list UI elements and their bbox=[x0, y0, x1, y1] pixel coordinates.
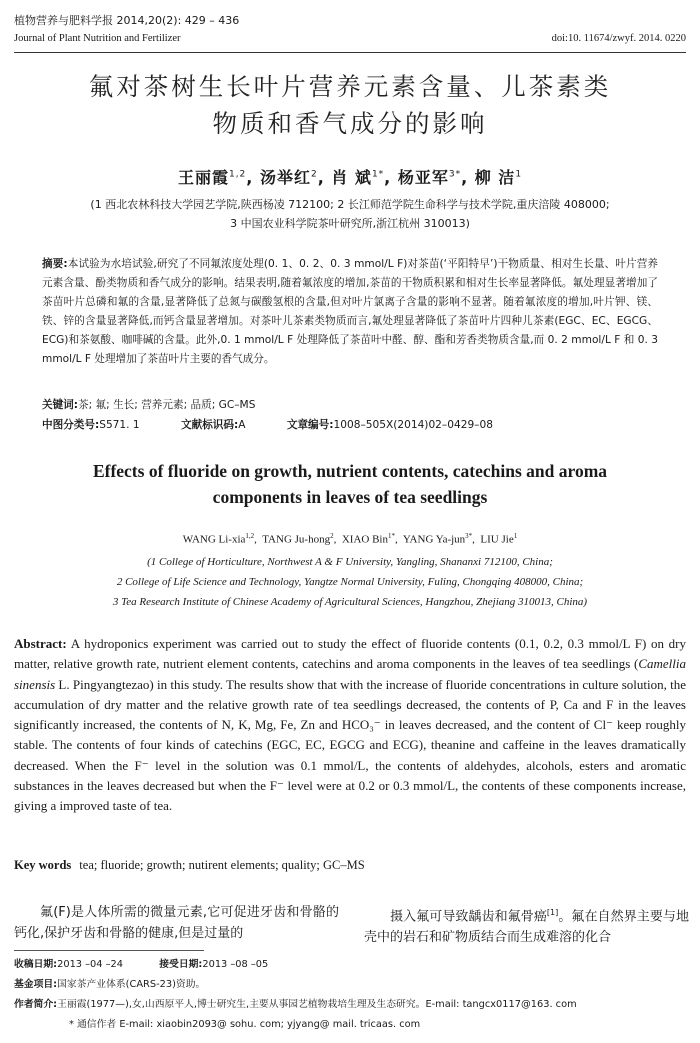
abstract-en bbox=[14, 634, 686, 817]
keywords-en bbox=[14, 858, 365, 873]
author-cn-5-sup: 1 bbox=[515, 169, 523, 180]
author-cn-2: 汤举红 bbox=[259, 168, 311, 187]
clc-value: S571. 1 bbox=[99, 419, 140, 431]
affiliation-en-line1: (1 College of Horticulture, Northwest A & F University, Yangling, Shananxi 712100, China; bbox=[147, 556, 553, 568]
title-cn-line1: 氟对茶树生长叶片营养元素含量、儿茶素类 bbox=[88, 72, 612, 101]
body-right-text-b: 。氟在自然界主要与地壳中的岩石和矿物质结合而生成难溶的化合 bbox=[364, 909, 689, 946]
author-en-1-sup: 1,2 bbox=[245, 532, 255, 540]
authors-en: WANG Li-xia$^{1,2}$, TANG Ju-hong$^2$, XIAO Bin$^{1*}$, YANG Ya-jun$^{3*}$, LIU Jie$^1$ bbox=[182, 532, 518, 546]
author-cn-1-sup: 1,2 bbox=[228, 169, 247, 180]
accepted-date: 2013 –08 –05 bbox=[202, 959, 269, 970]
affiliation-cn-line1: (1 西北农林科技大学园艺学院,陕西杨凌 712100; 2 长江师范学院生命科学与技术学院,重庆涪陵 408000; bbox=[90, 198, 610, 211]
title-en-line1: Effects of fluoride on growth, nutrient contents, catechins and aroma bbox=[92, 461, 608, 481]
author-en-2: TANG Ju-hong bbox=[262, 533, 331, 546]
header-divider bbox=[14, 52, 686, 53]
author-en-4: YANG Ya-jun bbox=[402, 533, 466, 546]
author-en-2-sup: 2 bbox=[330, 532, 334, 540]
author-en-5: LIU Jie bbox=[480, 533, 514, 546]
footnote-fund bbox=[14, 975, 686, 995]
abstract-cn-text: 本试验为水培试验,研究了不同氟浓度处理(0. 1、0. 2、0. 3 mmol/L F)对茶苗(‘平阳特早’)干物质量、相对生长量、叶片营养元素含量、酚类物质和香气成分的影响。结果表明,随着氟浓度的增加,茶苗的干物质积累和相对生长率显著降低。氟处理显著增加了茶苗叶片总磷和氟的含量,显著降低了总氮与碳酸氢根的含量,但对叶片氯离子含量的影响不显著。随着氟浓度的增加,叶片钾、镁、铁、锌的含量显著降低,而钙含量显著增加。对茶叶儿茶素类物质而言,氟处理显著降低了茶苗叶片四种儿茶素(EGC、EC、EGCG、ECG)和茶氨酸、咖啡碱的含量。此外,0. 1 mmol/L F 处理降低了茶苗叶中醛、醇、酯和芳香类物质含量,而 0. 2 mmol/L F 和 0. 3 mmol/L F 处理增加了茶苗叶片主要的香气成分。 bbox=[42, 258, 658, 365]
author-en-3: XIAO Bin bbox=[341, 533, 388, 546]
affiliation-cn-line2: 3 中国农业科学院茶叶研究所,浙江杭州 310013) bbox=[230, 217, 470, 230]
author-en-3-sup: 1* bbox=[387, 532, 395, 540]
author-cn-4-sup: 3* bbox=[448, 169, 462, 180]
keywords-en-text: tea; fluoride; growth; nutirent elements; quality; GC–MS bbox=[79, 858, 365, 872]
affiliation-en-line3: 3 Tea Research Institute of Chinese Academy of Agricultural Sciences, Hangzhou, Zhejiang 310013, China) bbox=[112, 596, 588, 608]
author-bio-text: 王丽霞(1977—),女,山西原平人,博士研究生,主要从事园艺植物栽培生理及生态研究。E-mail: tangcx0117@163. com bbox=[57, 999, 577, 1010]
fund-label: 基金项目: bbox=[14, 979, 58, 990]
keywords-en-label: Key words bbox=[14, 858, 72, 872]
author-en-5-sup: 1 bbox=[513, 532, 518, 540]
body-column-left: 氟(F)是人体所需的微量元素,它可促进牙齿和骨骼的钙化,保护牙齿和骨骼的健康,但是过量的 bbox=[14, 905, 339, 941]
author-en-1: WANG Li-xia bbox=[182, 533, 246, 546]
title-en bbox=[30, 458, 670, 510]
body-right-text-a: 摄入氟可导致龋齿和氟骨癌 bbox=[390, 909, 547, 925]
title-cn bbox=[0, 68, 700, 142]
doi[interactable]: doi:10. 11674/zwyf. 2014. 0220 bbox=[551, 33, 686, 44]
clc-label: 中图分类号: bbox=[42, 419, 100, 431]
abstract-en-text-1: A hydroponics experiment was carried out to study the effect of fluoride contents (0.1, 0.2, 0.3 mmol/L F) on dry matter, relative growth rate, nutrient element contents, catechins and aroma components in the leaves of tea seedlings ( bbox=[14, 636, 686, 672]
affiliation-en-line2: 2 College of Life Science and Technology, Yangtze Normal University, Fuling, Chongqing 408000, China; bbox=[116, 576, 584, 588]
affiliation-en bbox=[20, 552, 680, 612]
keywords-cn bbox=[42, 397, 255, 412]
abstract-cn-label: 摘要: bbox=[42, 258, 68, 270]
author-cn-1: 王丽霞 bbox=[177, 168, 229, 187]
title-cn-line2: 物质和香气成分的影响 bbox=[212, 109, 488, 138]
body-column-right bbox=[364, 902, 689, 948]
footnote-corresponding: * 通信作者 E-mail: xiaobin2093@ sohu. com; yjyang@ mail. tricaas. com bbox=[69, 1019, 421, 1030]
journal-header-cn: 植物营养与肥料学报 2014,20(2): 429 – 436 bbox=[14, 14, 240, 27]
article-number-value: 1008–505X(2014)02–0429–08 bbox=[333, 419, 493, 431]
keywords-cn-text: 茶; 氟; 生长; 营养元素; 品质; GC–MS bbox=[78, 399, 256, 411]
classification-row bbox=[42, 417, 658, 432]
abstract-en-label: Abstract: bbox=[14, 636, 67, 651]
abstract-cn bbox=[42, 255, 658, 369]
author-cn-5: 柳 洁 bbox=[474, 168, 516, 187]
footnote-dates bbox=[14, 955, 686, 975]
author-cn-4: 杨亚军 bbox=[397, 168, 449, 187]
doc-code-value: A bbox=[238, 419, 246, 431]
keywords-cn-label: 关键词: bbox=[42, 399, 79, 411]
authors-cn: 王丽霞$^{1,2}$, 汤举红$^2$, 肖 斌$^{1*}$, 杨亚军$^{3*}$, 柳 洁$^1$ bbox=[177, 168, 523, 187]
citation-ref[interactable]: [1] bbox=[546, 908, 559, 917]
footnote-divider bbox=[14, 950, 204, 951]
article-number-label: 文章编号: bbox=[286, 419, 334, 431]
footnote-author bbox=[14, 995, 686, 1015]
author-en-4-sup: 3* bbox=[465, 532, 473, 540]
author-cn-3-sup: 1* bbox=[371, 169, 385, 180]
author-cn-3: 肖 斌 bbox=[331, 168, 372, 187]
author-cn-2-sup: 2 bbox=[310, 169, 318, 180]
journal-header-en: Journal of Plant Nutrition and Fertilizer bbox=[14, 33, 181, 44]
received-label: 收稿日期: bbox=[14, 959, 58, 970]
received-date: 2013 –04 –24 bbox=[57, 959, 123, 970]
title-en-line2: components in leaves of tea seedlings bbox=[212, 487, 488, 507]
fund-text: 国家茶产业体系(CARS-23)资助。 bbox=[57, 979, 206, 990]
accepted-label: 接受日期: bbox=[159, 959, 203, 970]
author-bio-label: 作者简介: bbox=[14, 999, 58, 1010]
abstract-en-text-2: L. Pingyangtezao) in this study. The results show that with the increase of fluoride concentrations in culture solution, the accumulation of dry matter and the relative growth rate of tea seedlings decreased, the contents of P, Ca and F in the leaves significantly increased, the contents of N, K, Mg, Fe, Zn and HCO₃⁻ in leaves decreased, and the content of Cl⁻ keep roughly stable. The contents of four kinds of catechins (EGC, EC, EGCG and ECG), theanine and caffeine in the leaves dramatically decreased. When the F⁻ level in the solution was 0.1 mmol/L, the contents of aldehydes, alcohols, esters and aromatic substances in the leaves decreased but when the F⁻ level were at 0.2 or 0.3 mmol/L, the contents of these components increase, giving a improved taste of tea. bbox=[14, 676, 686, 814]
species-name: Camellia sinensis bbox=[14, 656, 686, 692]
affiliation-cn bbox=[40, 195, 660, 233]
doc-code-label: 文献标识码: bbox=[181, 419, 239, 431]
